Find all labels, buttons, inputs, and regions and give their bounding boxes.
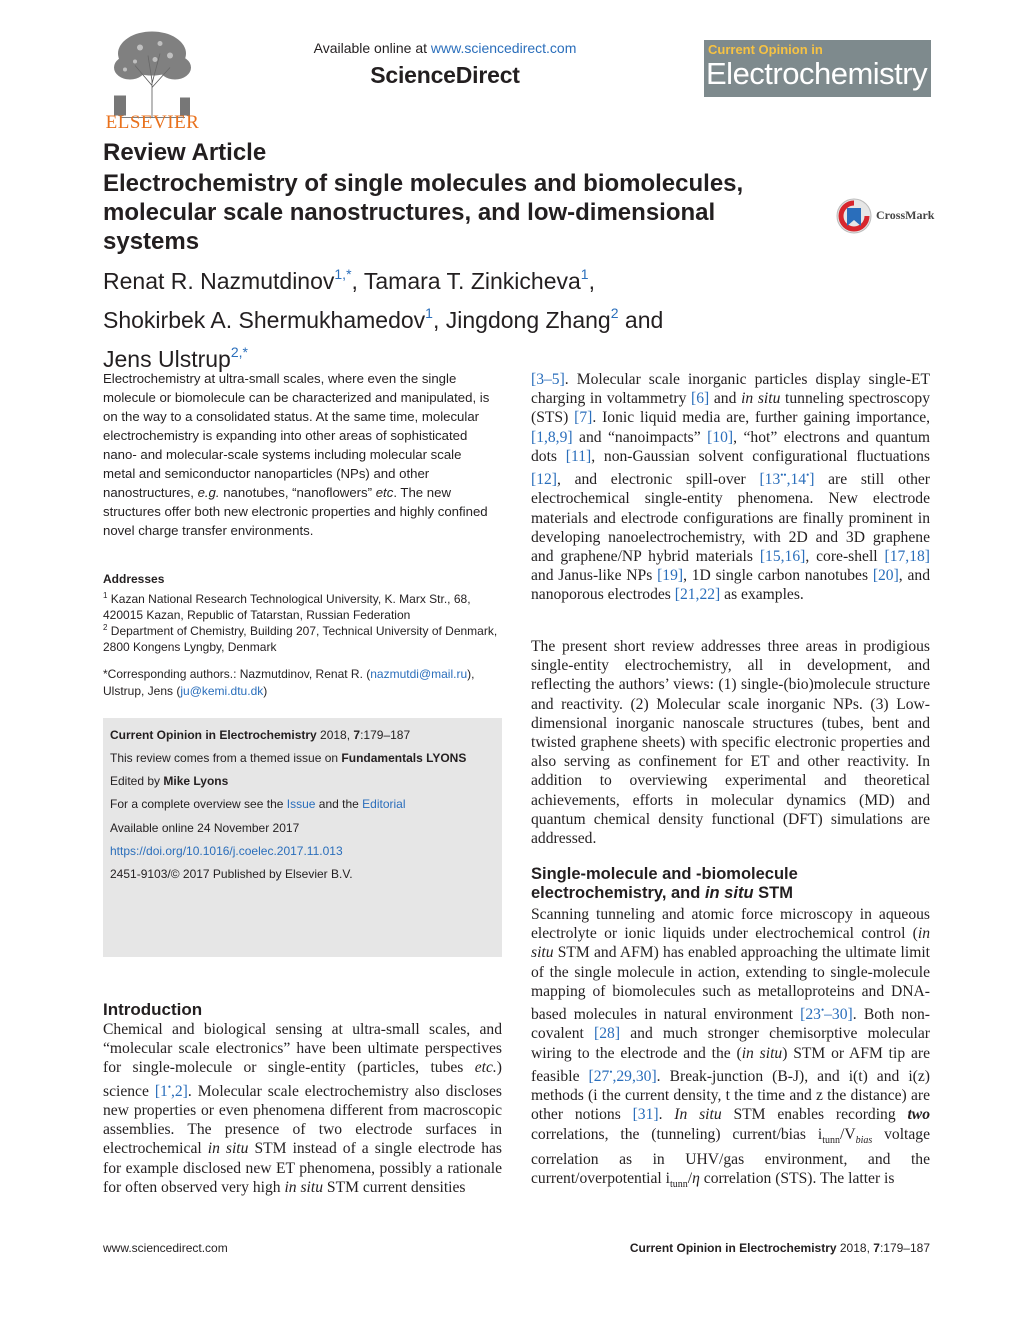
abstract-italic: etc xyxy=(375,485,394,500)
body-text: tunneling spectroscopy (STS) xyxy=(531,390,930,427)
available-prefix: Available online at xyxy=(313,40,431,56)
abstract-italic: e.g. xyxy=(197,485,220,500)
reference-link[interactable]: ,14 xyxy=(786,471,807,489)
body-text: /V xyxy=(839,1125,856,1143)
reference-link[interactable]: [20] xyxy=(872,567,899,585)
body-text: , non-Gaussian solvent configurational fluctuations xyxy=(591,447,930,465)
reference-link[interactable]: –30] xyxy=(824,1006,853,1024)
body-text: correlations, the (tunneling) current/bias i xyxy=(531,1125,823,1143)
right-paragraph-3 xyxy=(531,905,930,1194)
info-themed-line xyxy=(110,751,466,765)
editorial-link[interactable]: Editorial xyxy=(362,797,406,811)
abstract-text: Electrochemistry at ultra-small scales, where even the single molecule or biomolecule can be characterized and manipulated, is on the way to a consolidated status. At the same time, molecular electrochemistry is expanding into other areas of sophisticated nano- and molecular-scale systems including molecular scale metal and semiconductor nanoparticles (NPs) and other nanostructures, xyxy=(103,371,490,500)
body-italic: In situ xyxy=(674,1106,722,1124)
info-journal: Current Opinion in Electrochemistry xyxy=(110,728,317,742)
body-italic: in situ xyxy=(284,1178,323,1196)
reference-link[interactable]: [23 xyxy=(800,1006,821,1024)
doi-link[interactable]: https://doi.org/10.1016/j.coelec.2017.11.013 xyxy=(110,844,343,858)
reference-link[interactable]: [6] xyxy=(691,390,710,408)
reference-link[interactable]: [31] xyxy=(632,1106,659,1124)
reference-link[interactable]: [27 xyxy=(588,1068,610,1085)
right-paragraph-1 xyxy=(531,370,930,605)
info-text: For a complete overview see the xyxy=(110,797,287,811)
issue-link[interactable]: Issue xyxy=(286,797,316,811)
body-italic: in situ xyxy=(741,1044,783,1062)
body-text: and much stronger chemisorptive molecular wiring to the electrode and the ( xyxy=(531,1025,930,1062)
body-text: , and electronic spill-over xyxy=(556,471,760,489)
body-subscript: tunn xyxy=(670,1179,688,1191)
address-text: Kazan National Research Technological University, K. Marx Str., 68, 420015 Kazan, Republic of Tatarstan, Russian Federation xyxy=(103,592,471,622)
body-text: . xyxy=(658,1106,675,1124)
journal-banner-main: Electrochemistry xyxy=(706,56,928,91)
footer-journal: Current Opinion in Electrochemistry xyxy=(629,1241,837,1255)
body-text: . Break-junction (B-J), and i(t) and i(z) methods (i the current density, t the time and z the distance) are other notions xyxy=(531,1068,930,1124)
footer-website[interactable]: www.sciencedirect.com xyxy=(103,1241,228,1255)
reference-mark: • xyxy=(609,1066,613,1077)
crossmark-icon[interactable] xyxy=(836,198,872,234)
corr-text: *Corresponding authors.: Nazmutdinov, Renat R. ( xyxy=(103,667,371,681)
section-heading-line: STM xyxy=(753,884,793,902)
body-text: , “hot” electrons and quantum dots xyxy=(531,428,930,465)
body-italic: in situ xyxy=(531,925,930,962)
reference-mark: •• xyxy=(780,470,787,481)
section-heading-line: electrochemistry, and xyxy=(531,884,705,902)
reference-link[interactable]: [28] xyxy=(594,1025,621,1043)
journal-banner-top: Current Opinion in xyxy=(708,42,823,57)
right-paragraph-2: The present short review addresses three areas in prodigious single-entity electrochemistry, all in development, and reflecting the authors’ views: (1) single-(bio)molecule structure and reactivity. (2) Molecular scale inorganic NPs. (3) Low-dimensional inorganic nanoscale structures (tubes, bent and twisted graphene sheets) with specific electronic properties and also serving as confinement for ET and other reactivity. In addition to overviewing experimental and theoretical achievements, efforts in molecular dynamics (MD) and quantum chemical density functional (DFT) simulations are addressed. xyxy=(531,638,930,848)
reference-link[interactable]: [1,8,9] xyxy=(531,428,573,446)
available-online-line xyxy=(260,40,630,56)
reference-link[interactable]: [19] xyxy=(657,567,684,585)
author-name[interactable]: Renat R. Nazmutdinov xyxy=(103,268,335,294)
reference-link[interactable]: [1 xyxy=(154,1082,168,1100)
info-overview-line xyxy=(110,797,406,811)
body-text: / xyxy=(687,1170,693,1188)
body-text: and “nanoimpacts” xyxy=(572,428,708,446)
body-italic: in situ xyxy=(207,1140,249,1158)
body-text: ) STM or AFM tip are feasible xyxy=(531,1044,930,1085)
info-year: 2018, xyxy=(316,728,354,742)
footer-year: 2018, xyxy=(836,1241,874,1255)
body-italic: in situ xyxy=(741,390,781,408)
abstract-text: . The new structures offer both new electronic properties and highly confined novel charge transfer environments. xyxy=(103,485,488,538)
section-heading-line: Single-molecule and -biomolecule xyxy=(531,865,798,883)
reference-link[interactable]: [10] xyxy=(707,428,734,446)
author-separator: , xyxy=(432,307,446,333)
info-editor: Mike Lyons xyxy=(163,774,229,788)
info-edited-line xyxy=(110,774,228,788)
author-name[interactable]: Tamara T. Zinkicheva xyxy=(363,268,581,294)
body-text: as examples. xyxy=(720,586,804,604)
reference-link[interactable]: [21,22] xyxy=(674,586,721,604)
article-type: Review Article xyxy=(103,139,267,166)
author-affiliation: 2,* xyxy=(230,344,248,360)
address-1 xyxy=(103,588,498,623)
author-affiliation: 1 xyxy=(425,305,433,321)
reference-link[interactable]: [13 xyxy=(759,471,781,489)
body-text: . Both non-covalent xyxy=(531,1006,930,1043)
reference-link[interactable]: [11] xyxy=(565,447,592,465)
reference-mark: • xyxy=(167,1081,171,1092)
address-number: 2 xyxy=(103,623,108,632)
reference-mark: • xyxy=(820,1005,825,1016)
reference-link[interactable]: [3–5] xyxy=(531,371,565,388)
corr-text: ) xyxy=(263,684,268,698)
address-2 xyxy=(103,620,498,655)
reference-link[interactable]: [12] xyxy=(531,471,557,489)
reference-link[interactable]: [17,18] xyxy=(884,548,930,566)
body-text: and Janus-like NPs xyxy=(531,567,658,585)
info-pages: :179–187 xyxy=(360,728,411,742)
author-affiliation: 1,* xyxy=(334,266,352,282)
body-text: STM and AFM) has enabled approaching the ultimate limit of the single molecule in action, extending to single-molecule mapping of biomolecules such as metalloproteins and DNA-based molecules in natural environment xyxy=(531,944,930,1024)
corr-text: ), Ulstrup, Jens ( xyxy=(103,667,475,698)
body-text: , 1D single carbon nanotubes xyxy=(683,567,873,585)
footer-pages: :179–187 xyxy=(879,1241,930,1255)
body-text: . Molecular scale inorganic particles display single-ET charging in voltammetry xyxy=(531,371,930,408)
info-copyright: 2451-9103/© 2017 Published by Elsevier B.V. xyxy=(110,867,353,881)
body-text: STM current densities xyxy=(323,1178,466,1196)
author-affiliation: 2 xyxy=(610,305,619,321)
body-text: STM instead of a single electrode has for example disclosed new ET phenomena, possibly a rationale for often observed very high xyxy=(103,1140,503,1196)
email-link[interactable]: ju@kemi.dtu.dk xyxy=(180,684,264,698)
body-text: Scanning tunneling and atomic force microscopy in aqueous electrolyte or ionic liquids under electrochemical control ( xyxy=(531,906,930,943)
body-text: STM enables recording xyxy=(721,1106,908,1124)
body-italic: etc. xyxy=(474,1059,497,1077)
author-affiliation: 1 xyxy=(580,266,589,282)
corresponding-authors xyxy=(103,666,498,700)
sciencedirect-brand: ScienceDirect xyxy=(370,62,520,88)
info-text: Edited by xyxy=(110,774,164,788)
reference-mark: • xyxy=(806,470,810,481)
address-text: Department of Chemistry, Building 207, Technical University of Denmark, 2800 Kongens Lyngby, Denmark xyxy=(103,624,498,654)
body-text: ) science xyxy=(103,1059,502,1100)
address-number: 1 xyxy=(103,591,108,600)
author-name[interactable]: Shokirbek A. Shermukhamedov xyxy=(103,307,426,333)
abstract-text: nanotubes, “nanoflowers” xyxy=(219,485,376,500)
info-theme: Fundamentals LYONS xyxy=(341,751,467,765)
introduction-text xyxy=(103,1020,502,1197)
info-online-date: Available online 24 November 2017 xyxy=(110,821,300,835)
body-text: . Molecular scale electrochemistry also discloses new properties or even phenomena different from macroscopic assemblies. The presence of two electrode surfaces in electrochemical xyxy=(103,1082,502,1158)
footer-citation xyxy=(630,1241,930,1255)
body-italic: η xyxy=(692,1170,700,1188)
introduction-heading: Introduction xyxy=(103,1000,203,1019)
abstract xyxy=(103,369,495,540)
reference-link[interactable]: ,29,30] xyxy=(612,1068,657,1085)
body-subscript: bias xyxy=(855,1134,873,1146)
reference-link[interactable]: ,2] xyxy=(170,1082,188,1100)
article-title: Electrochemistry of single molecules and biomolecules, molecular scale nanostructures, and low-dimensional systems xyxy=(103,170,744,255)
body-text: voltage correlation as in UHV/gas environment, and the current/overpotential i xyxy=(531,1125,930,1188)
info-volume: 7 xyxy=(353,728,361,742)
body-text: are still other electrochemical single-entity phenomena. New electrode materials and electrode configurations are finally prominent in developing nanoelectrochemistry, with 2D and 3D graphene and graphene/NP hybrid materials xyxy=(531,471,931,566)
info-journal-line xyxy=(110,728,410,742)
info-text: and the xyxy=(315,797,363,811)
author-name[interactable]: Jingdong Zhang xyxy=(445,307,611,333)
email-link[interactable]: nazmutdi@mail.ru xyxy=(370,667,468,681)
addresses-heading: Addresses xyxy=(103,572,165,586)
section-heading-italic: in situ xyxy=(704,884,754,902)
reference-link[interactable]: ] xyxy=(809,471,815,489)
crossmark-label: CrossMark xyxy=(876,208,935,222)
info-doi-line xyxy=(110,844,343,858)
body-text: Chemical and biological sensing at ultra-small scales, and “molecular scale electronics” have been ultimate perspectives for single-molecule or single-entity (particles, tubes xyxy=(103,1021,502,1077)
body-text: , core-shell xyxy=(805,548,885,566)
body-text: . Ionic liquid media are, further gaining importance, xyxy=(592,409,931,427)
body-bold-italic: two xyxy=(907,1106,930,1124)
reference-link[interactable]: [15,16] xyxy=(759,548,806,566)
author-separator: , xyxy=(588,268,595,294)
footer-volume: 7 xyxy=(873,1241,880,1255)
author-separator: and xyxy=(618,307,664,333)
elsevier-wordmark: ELSEVIER xyxy=(105,112,200,133)
body-text: , and nanoporous electrodes xyxy=(531,567,930,604)
sciencedirect-link[interactable]: www.sciencedirect.com xyxy=(430,40,577,56)
author-list xyxy=(103,258,823,375)
body-text: correlation (STS). The latter is xyxy=(699,1170,895,1188)
section-heading xyxy=(531,865,930,903)
body-subscript: tunn xyxy=(822,1134,840,1146)
body-text: and xyxy=(709,390,742,408)
info-text: This review comes from a themed issue on xyxy=(110,751,342,765)
author-separator: , xyxy=(351,268,364,294)
author-name[interactable]: Jens Ulstrup xyxy=(103,346,231,372)
reference-link[interactable]: [7] xyxy=(574,409,593,427)
